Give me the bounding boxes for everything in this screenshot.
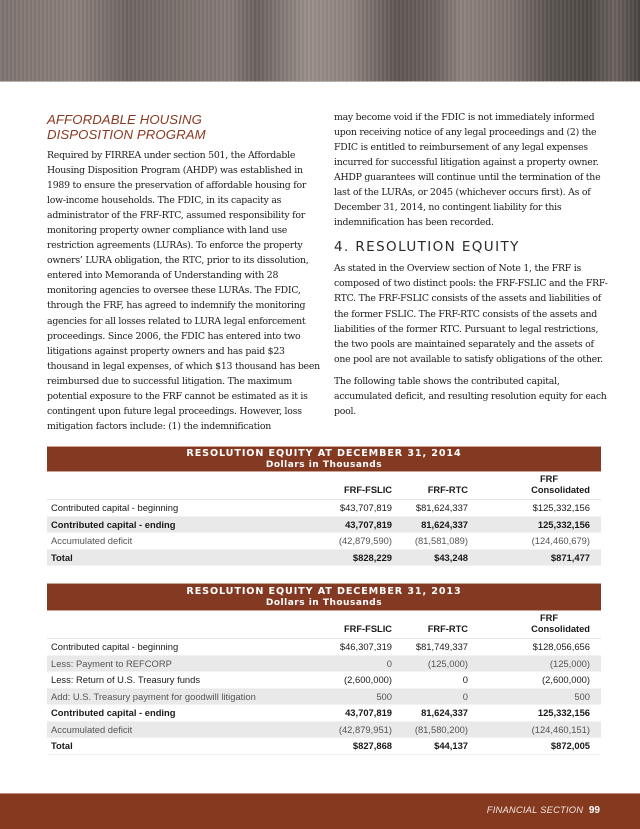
- row-label: Less: Payment to REFCORP: [47, 655, 303, 672]
- row-label: Total: [47, 738, 303, 755]
- left-column: [47, 112, 325, 434]
- cell-rtc: $44,137: [392, 738, 468, 755]
- column-header-consolidated-line-1: FRF: [539, 613, 559, 623]
- column-header-row: [47, 611, 601, 639]
- footer-label: [487, 804, 600, 816]
- cell-fslic: (42,879,590): [303, 533, 392, 550]
- cell-rtc: (81,580,200): [392, 721, 468, 738]
- cell-consolidated: $871,477: [468, 549, 601, 566]
- cell-fslic: $828,229: [303, 549, 392, 566]
- section-title-ahdp: [47, 112, 325, 142]
- column-header-rtc: FRF-RTC: [392, 611, 468, 639]
- cell-consolidated: $125,332,156: [468, 500, 601, 517]
- data-table: [47, 611, 601, 755]
- cell-rtc: 81,624,337: [392, 705, 468, 722]
- table-title: RESOLUTION EQUITY AT DECEMBER 31, 2014: [186, 448, 462, 459]
- resolution-equity-paragraph-1: As stated in the Overview section of Note 1, the FRF is composed of two distinct pools: the FRF-FSLIC and the FRF-RTC. The FRF-FSLIC consists of the assets and liabilities of the former FSLIC. The FRF-RTC consists of the assets and liabilities of the former RTC. Pursuant to legal restrictions, the two pools are maintained separately and the assets of one pool are not available to satisfy obligations of the other.: [334, 263, 608, 365]
- cell-consolidated: 125,332,156: [468, 705, 601, 722]
- column-header-consolidated: [468, 472, 601, 500]
- row-label: Add: U.S. Treasury payment for goodwill litigation: [47, 688, 303, 705]
- cell-fslic: 43,707,819: [303, 705, 392, 722]
- cell-fslic: $43,707,819: [303, 500, 392, 517]
- table-subtitle: Dollars in Thousands: [265, 598, 383, 608]
- row-label: Contributed capital - beginning: [47, 500, 303, 517]
- row-label: Accumulated deficit: [47, 721, 303, 738]
- table-row: [47, 705, 601, 722]
- section-title-line-2: DISPOSITION PROGRAM: [47, 127, 206, 142]
- column-header-consolidated-line-2: Consolidated: [531, 624, 590, 634]
- table-row-total: [47, 549, 601, 566]
- cell-rtc: $81,749,337: [392, 639, 468, 656]
- ahdp-continuation-paragraph: may become void if the FDIC is not immediately informed upon receiving notice of any legal proceedings and (2) the FDIC is entitled to reimbursement of any legal expenses incurred for successful litigation against a property owner. AHDP guarantees will continue until the termination of the last of the LURAs, or 2045 (whichever occurs first). As of December 31, 2014, no contingent liability for this indemnification has been recorded.: [334, 112, 601, 229]
- column-header-row: [47, 472, 601, 500]
- row-label: Contributed capital - beginning: [47, 639, 303, 656]
- decorative-header-band: [0, 0, 640, 82]
- column-header-rtc: FRF-RTC: [392, 472, 468, 500]
- cell-rtc: $43,248: [392, 549, 468, 566]
- table-subtitle: Dollars in Thousands: [265, 460, 383, 470]
- table-row: [47, 500, 601, 517]
- cell-fslic: (42,879,951): [303, 721, 392, 738]
- cell-rtc: (81,581,089): [392, 533, 468, 550]
- data-table: [47, 472, 601, 566]
- cell-fslic: $827,868: [303, 738, 392, 755]
- cell-rtc: 0: [392, 672, 468, 689]
- row-label: Total: [47, 549, 303, 566]
- table-row: [47, 655, 601, 672]
- table-header-band: [47, 583, 601, 611]
- resolution-equity-table-2013: [47, 583, 601, 755]
- table-row: [47, 516, 601, 533]
- cell-rtc: 81,624,337: [392, 516, 468, 533]
- cell-rtc: (125,000): [392, 655, 468, 672]
- table-title: RESOLUTION EQUITY AT DECEMBER 31, 2013: [186, 586, 462, 597]
- cell-fslic: $46,307,319: [303, 639, 392, 656]
- cell-consolidated: $128,056,656: [468, 639, 601, 656]
- table-header-band: [47, 446, 601, 472]
- label-column-header: [47, 472, 303, 500]
- table-row-total: [47, 738, 601, 755]
- right-column: [334, 110, 612, 419]
- column-header-consolidated-line-2: Consolidated: [531, 485, 590, 495]
- cell-consolidated: 500: [468, 688, 601, 705]
- row-label: Accumulated deficit: [47, 533, 303, 550]
- cell-fslic: 500: [303, 688, 392, 705]
- label-column-header: [47, 611, 303, 639]
- column-header-fslic: FRF-FSLIC: [303, 472, 392, 500]
- column-header-consolidated-line-1: FRF: [539, 474, 559, 484]
- resolution-equity-table-2014: [47, 446, 601, 566]
- ahdp-paragraph: Required by FIRREA under section 501, the Affordable Housing Disposition Program (AHDP) was established in 1989 to ensure the preservation of affordable housing for low-income households. The FDIC, in its capacity as administrator of the FRF-RTC, assumed responsibility for monitoring property owner compliance with land use restriction agreements (LURAs). To enforce the property owners’ LURA obligation, the RTC, prior to its dissolution, entered into Memoranda of Understanding with 28 monitoring agencies to oversee these LURAs. The FDIC, through the FRF, has agreed to indemnify the monitoring agencies for all losses related to LURA legal enforcement proceedings. Since 2006, the FDIC has entered into two litigations against property owners and has paid $23 thousand in legal expenses, of which $13 thousand has been reimbursed due to successful litigation. The maximum potential exposure to the FRF cannot be estimated as it is contingent upon future legal proceedings. However, loss mitigation factors include: (1) the indemnification: [47, 150, 320, 432]
- table-row: [47, 672, 601, 689]
- resolution-equity-heading: 4. RESOLUTION EQUITY: [334, 239, 520, 256]
- cell-consolidated: (124,460,679): [468, 533, 601, 550]
- cell-rtc: 0: [392, 688, 468, 705]
- table-row: [47, 721, 601, 738]
- table-row: [47, 639, 601, 656]
- cell-consolidated: (2,600,000): [468, 672, 601, 689]
- resolution-equity-paragraph-2: The following table shows the contributed capital, accumulated deficit, and resulting resolution equity for each pool.: [334, 375, 607, 417]
- table-row: [47, 688, 601, 705]
- row-label: Contributed capital - ending: [47, 516, 303, 533]
- cell-fslic: 43,707,819: [303, 516, 392, 533]
- column-header-consolidated: [468, 611, 601, 639]
- cell-fslic: 0: [303, 655, 392, 672]
- row-label: Less: Return of U.S. Treasury funds: [47, 672, 303, 689]
- section-title-line-1: AFFORDABLE HOUSING: [47, 112, 202, 127]
- cell-fslic: (2,600,000): [303, 672, 392, 689]
- column-header-fslic: FRF-FSLIC: [303, 611, 392, 639]
- cell-consolidated: (125,000): [468, 655, 601, 672]
- row-label: Contributed capital - ending: [47, 705, 303, 722]
- cell-consolidated: (124,460,151): [468, 721, 601, 738]
- footer-section-name: FINANCIAL SECTION: [486, 804, 584, 815]
- table-row: [47, 533, 601, 550]
- cell-rtc: $81,624,337: [392, 500, 468, 517]
- page-number: 99: [588, 805, 600, 816]
- cell-consolidated: 125,332,156: [468, 516, 601, 533]
- cell-consolidated: $872,005: [468, 738, 601, 755]
- page-footer: [0, 793, 640, 829]
